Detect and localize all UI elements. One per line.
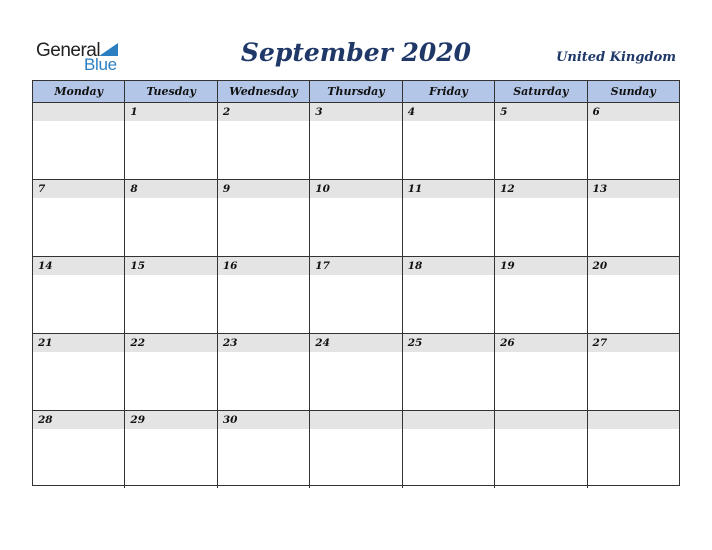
day-cell xyxy=(218,411,310,488)
day-cell xyxy=(403,411,495,488)
day-number: 22 xyxy=(125,334,216,352)
logo-general-text: General xyxy=(36,40,101,61)
day-cell xyxy=(218,180,310,256)
generalblue-logo xyxy=(36,40,136,74)
day-number: 12 xyxy=(495,180,586,198)
day-number: 3 xyxy=(310,103,401,121)
week-row xyxy=(33,180,679,257)
day-cell xyxy=(495,103,587,179)
weekday-saturday: Saturday xyxy=(495,81,587,102)
day-number: 18 xyxy=(403,257,494,275)
day-cell xyxy=(33,334,125,410)
day-cell xyxy=(403,103,495,179)
day-number: 23 xyxy=(218,334,309,352)
day-number: 8 xyxy=(125,180,216,198)
day-cell xyxy=(310,334,402,410)
weekday-friday: Friday xyxy=(403,81,495,102)
day-number: 16 xyxy=(218,257,309,275)
day-number: 2 xyxy=(218,103,309,121)
day-number: 15 xyxy=(125,257,216,275)
day-number: 1 xyxy=(125,103,216,121)
weekday-wednesday: Wednesday xyxy=(218,81,310,102)
day-number: 20 xyxy=(588,257,679,275)
day-number: 5 xyxy=(495,103,586,121)
weekday-sunday: Sunday xyxy=(610,85,656,98)
day-cell xyxy=(218,257,310,333)
day-cell xyxy=(495,257,587,333)
day-cell xyxy=(403,180,495,256)
weekday-header-row xyxy=(33,81,679,103)
day-cell xyxy=(125,103,217,179)
week-row xyxy=(33,411,679,488)
day-number: 19 xyxy=(495,257,586,275)
day-cell xyxy=(588,180,679,256)
day-cell xyxy=(310,103,402,179)
day-cell xyxy=(310,180,402,256)
day-number xyxy=(33,103,124,121)
weekday-monday: Monday xyxy=(33,81,125,102)
day-cell xyxy=(33,411,125,488)
calendar-grid xyxy=(32,80,680,486)
day-number: 7 xyxy=(33,180,124,198)
day-cell xyxy=(33,103,125,179)
day-number: 13 xyxy=(588,180,679,198)
day-cell xyxy=(588,257,679,333)
day-cell xyxy=(125,257,217,333)
day-cell xyxy=(495,334,587,410)
day-number: 9 xyxy=(218,180,309,198)
day-cell xyxy=(33,180,125,256)
day-number xyxy=(310,411,401,429)
day-number xyxy=(495,411,586,429)
day-cell xyxy=(403,334,495,410)
day-cell xyxy=(588,411,679,488)
day-number: 30 xyxy=(218,411,309,429)
calendar-title: September 2020 xyxy=(240,38,472,67)
day-number: 4 xyxy=(403,103,494,121)
day-cell xyxy=(33,257,125,333)
day-number: 6 xyxy=(588,103,679,121)
country-label: United Kingdom xyxy=(556,50,676,65)
week-row xyxy=(33,257,679,334)
day-cell xyxy=(310,411,402,488)
day-cell xyxy=(588,103,679,179)
week-row xyxy=(33,334,679,411)
week-row xyxy=(33,103,679,180)
day-number: 21 xyxy=(33,334,124,352)
day-number xyxy=(588,411,679,429)
day-cell xyxy=(588,334,679,410)
weekday-thursday: Thursday xyxy=(310,81,402,102)
day-cell xyxy=(218,334,310,410)
day-number: 28 xyxy=(33,411,124,429)
weekday-tuesday: Tuesday xyxy=(125,81,217,102)
day-cell xyxy=(125,411,217,488)
day-number: 11 xyxy=(403,180,494,198)
day-cell xyxy=(495,180,587,256)
day-number: 10 xyxy=(310,180,401,198)
day-number: 27 xyxy=(588,334,679,352)
day-cell xyxy=(125,180,217,256)
day-cell xyxy=(310,257,402,333)
day-cell xyxy=(218,103,310,179)
day-number: 29 xyxy=(125,411,216,429)
day-number: 26 xyxy=(495,334,586,352)
day-cell xyxy=(403,257,495,333)
day-number: 25 xyxy=(403,334,494,352)
day-number: 14 xyxy=(33,257,124,275)
logo-blue-text: Blue xyxy=(84,55,117,74)
day-number xyxy=(403,411,494,429)
day-number: 24 xyxy=(310,334,401,352)
day-number: 17 xyxy=(310,257,401,275)
day-cell xyxy=(495,411,587,488)
day-cell xyxy=(125,334,217,410)
